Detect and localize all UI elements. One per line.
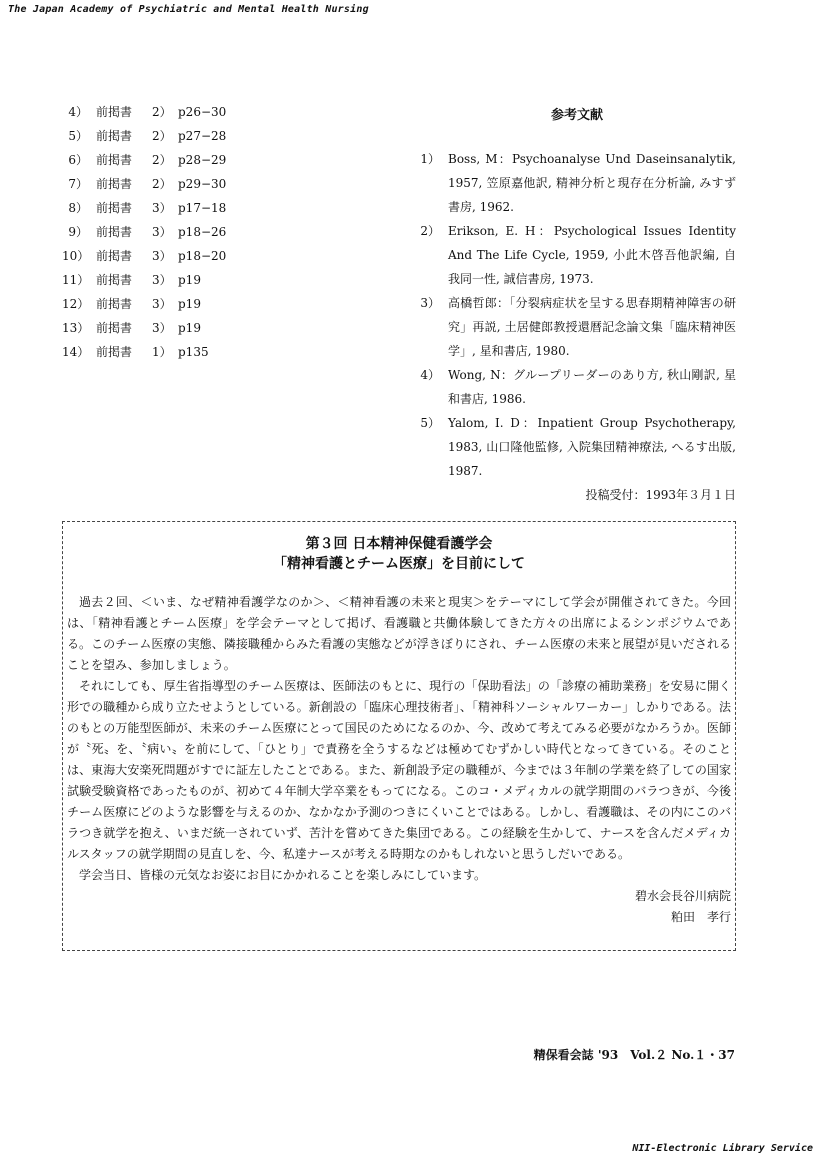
library-service: NII-Electronic Library Service	[632, 1143, 813, 1154]
note-source: 前掲書	[96, 105, 133, 119]
reference-text: Boss, M：Psychoanalyse Und Daseinsanalytik, 1957, 笠原嘉他訳, 精神分析と現存在分析論, みすず書房, 1962.	[448, 152, 736, 214]
reference-text: Yalom, I. D：Inpatient Group Psychotherapy, 1983, 山口隆他監修, 入院集団精神療法, へるす出版, 1987.	[448, 416, 736, 478]
note-source: 前掲書	[96, 297, 133, 311]
note-volume: 3）	[152, 249, 172, 263]
announcement-title-1: 第３回 日本精神保健看護学会	[305, 536, 493, 552]
note-number: 13）	[62, 321, 90, 335]
announcement-box	[62, 521, 736, 951]
announcement-title-2: 「精神看護とチーム医療」を目前にして	[273, 556, 525, 572]
note-item	[62, 320, 362, 344]
note-volume: 3）	[152, 321, 172, 335]
note-number: 7）	[68, 177, 88, 191]
note-source: 前掲書	[96, 129, 133, 143]
journal-citation: 精保看会誌 '93 Vol.２ No.１・37	[533, 1048, 735, 1062]
note-item	[62, 248, 362, 272]
note-volume: 3）	[152, 297, 172, 311]
announcement-body	[67, 592, 731, 928]
references-title: 参考文献	[550, 108, 603, 123]
note-volume: 1）	[152, 345, 172, 359]
note-pages: p19	[178, 321, 201, 335]
reference-number: 2）	[420, 224, 440, 238]
note-pages: p26−30	[178, 105, 227, 119]
note-number: 11）	[62, 273, 90, 287]
note-number: 8）	[68, 201, 88, 215]
note-volume: 2）	[152, 177, 172, 191]
reference-text: Erikson, E. H：Psychological Issues Identity And The Life Cycle, 1959, 小此木啓吾他訳編, 自我同一性, 誠信書房, 1973.	[448, 224, 736, 286]
note-item	[62, 128, 362, 152]
note-source: 前掲書	[96, 249, 133, 263]
note-source: 前掲書	[96, 273, 133, 287]
reference-item	[418, 147, 736, 219]
reference-text: Wong, N：グループリーダーのあり方, 秋山剛訳, 星和書店, 1986.	[448, 368, 736, 406]
note-number: 5）	[68, 129, 88, 143]
note-item	[62, 200, 362, 224]
note-number: 6）	[68, 153, 88, 167]
reference-item	[418, 291, 736, 363]
note-volume: 2）	[152, 105, 172, 119]
note-number: 14）	[62, 345, 90, 359]
references-section	[418, 104, 736, 507]
note-source: 前掲書	[96, 201, 133, 215]
note-number: 9）	[68, 225, 88, 239]
note-pages: p29−30	[178, 177, 227, 191]
received-date: 投稿受付：1993年３月１日	[585, 488, 736, 502]
note-volume: 3）	[152, 201, 172, 215]
announcement-paragraph: 学会当日、皆様の元気なお姿にお目にかかれることを楽しみにしています。	[79, 868, 487, 882]
note-source: 前掲書	[96, 321, 133, 335]
note-number: 10）	[62, 249, 90, 263]
note-source: 前掲書	[96, 345, 133, 359]
note-volume: 2）	[152, 153, 172, 167]
reference-item	[418, 411, 736, 483]
note-item	[62, 176, 362, 200]
note-number: 12）	[62, 297, 90, 311]
society-header: The Japan Academy of Psychiatric and Mental Health Nursing	[8, 4, 369, 15]
note-pages: p135	[178, 345, 209, 359]
reference-number: 4）	[420, 368, 440, 382]
note-volume: 3）	[152, 225, 172, 239]
note-volume: 3）	[152, 273, 172, 287]
note-item	[62, 344, 362, 368]
reference-text: 高橋哲郎：「分裂病症状を呈する思春期精神障害の研究」再説, 土居健郎教授還暦記念論文集「臨床精神医学」, 星和書店, 1980.	[448, 296, 736, 358]
reference-number: 5）	[420, 416, 440, 430]
note-pages: p18−20	[178, 249, 227, 263]
announcement-paragraph: 過去２回、＜いま、なぜ精神看護学なのか＞、＜精神看護の未来と現実＞をテーマにして学会が開催されてきた。今回は、「精神看護とチーム医療」を学会テーマとして掲げ、看護職と共働体験してきた方々の出席によるシンポジウムである。このチーム医療の実態、隣接職種からみた看護の実態などが浮きぼりにされ、チーム医療の未来と展望が見いだされることを望み、参加しましょう。	[67, 595, 731, 672]
references-list	[418, 147, 736, 483]
note-item	[62, 152, 362, 176]
reference-number: 3）	[420, 296, 440, 310]
reference-number: 1）	[420, 152, 440, 166]
note-item	[62, 296, 362, 320]
note-pages: p18−26	[178, 225, 227, 239]
note-pages: p19	[178, 297, 201, 311]
note-source: 前掲書	[96, 153, 133, 167]
note-item	[62, 272, 362, 296]
note-source: 前掲書	[96, 177, 133, 191]
note-pages: p17−18	[178, 201, 227, 215]
note-pages: p27−28	[178, 129, 227, 143]
note-item	[62, 104, 362, 128]
announcement-paragraph: それにしても、厚生省指導型のチーム医療は、医師法のもとに、現行の「保助看法」の「診療の補助業務」を安易に開く形での職種から成り立たせようとしている。新創設の「臨床心理技術者」、「精神科ソーシャルワーカー」しかりである。法のもとの万能型医師が、未来のチーム医療にとって国民のためになるのか、今、改めて考えてみる必要がなかろうか。医師が〝死〟を、〝病い〟を前にして、「ひとり」で責務を全うするなどは極めてむずかしい時代となってきている。そのことは、東海大安楽死問題がすでに証左したことである。また、新創設予定の職種が、今までは３年制の学業を終了しての国家試験受験資格であったものが、初めて４年制大学卒業をもってになる。このコ・メディカルの就学期間のバラつきが、今後チーム医療にどのような影響を与えるのか、なかなか予測のつきにくいことではある。しかし、看護職は、その内にこのバラつき就学を抱え、いまだ統一されていず、苦汁を嘗めてきた集団である。この経験を生かして、ナースを含んだメディカルスタッフの就学期間の見直しを、今、私達ナースが考える時期なのかもしれないと思うしだいである。	[67, 679, 731, 861]
author-name: 粕田 孝行	[670, 910, 731, 924]
note-pages: p28−29	[178, 153, 227, 167]
note-pages: p19	[178, 273, 201, 287]
note-number: 4）	[68, 105, 88, 119]
note-item	[62, 224, 362, 248]
author-affiliation: 碧水会長谷川病院	[634, 889, 731, 903]
note-source: 前掲書	[96, 225, 133, 239]
note-volume: 2）	[152, 129, 172, 143]
notes-list	[62, 104, 362, 368]
reference-item	[418, 219, 736, 291]
reference-item	[418, 363, 736, 411]
